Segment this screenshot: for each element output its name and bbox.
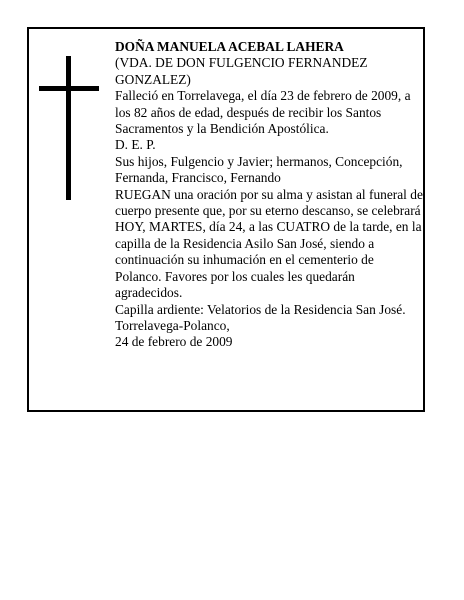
cross-vertical-bar xyxy=(66,56,71,200)
funeral-request: RUEGAN una oración por su alma y asistan al funeral de cuerpo presente que, por su eterno descanso, se celebrará HOY, MARTES, día 24, a las CUATRO de la tarde, en la capilla de la Residencia Asilo San José, siendo a continuación su inhumación en el cementerio de Polanco. Favores por los cuales les quedarán agradecidos. xyxy=(115,186,423,301)
widow-of-line: (VDA. DE DON FULGENCIO FERNANDEZ GONZALEZ) xyxy=(115,55,368,87)
cross-horizontal-bar xyxy=(39,86,99,91)
deceased-name: DOÑA MANUELA ACEBAL LAHERA xyxy=(115,39,344,54)
notice-text xyxy=(115,39,423,351)
cross-icon xyxy=(39,56,99,200)
family-list: Sus hijos, Fulgencio y Javier; hermanos, Concepción, Fernanda, Francisco, Fernando xyxy=(115,153,403,186)
chapel-info: Capilla ardiente: Velatorios de la Residencia San José. xyxy=(115,301,406,317)
place-line: Torrelavega-Polanco, xyxy=(115,317,230,333)
death-info: Falleció en Torrelavega, el día 23 de febrero de 2009, a los 82 años de edad, después de recibir los Santos Sacramentos y la Bendición Apostólica. xyxy=(115,88,411,137)
rest-in-peace: D. E. P. xyxy=(115,137,156,153)
obituary-notice xyxy=(27,27,425,412)
date-line: 24 de febrero de 2009 xyxy=(115,334,233,350)
